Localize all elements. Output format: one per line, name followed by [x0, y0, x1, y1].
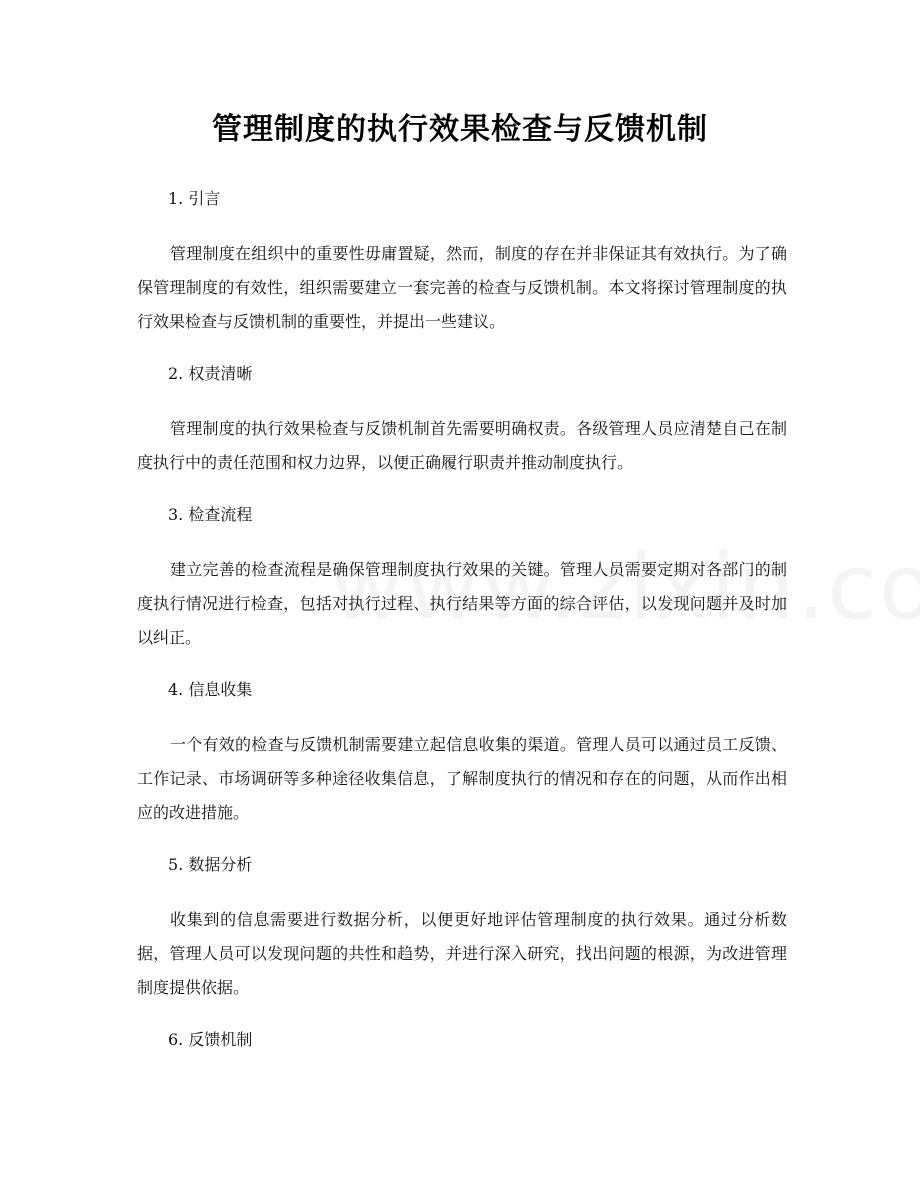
section-paragraph-4: 一个有效的检查与反馈机制需要建立起信息收集的渠道。管理人员可以通过员工反馈、工作记录、市场调研等多种途径收集信息，了解制度执行的情况和存在的问题，从而作出相应的改进措施。: [137, 735, 787, 822]
document-body: [137, 184, 787, 1078]
section-paragraph-1: 管理制度在组织中的重要性毋庸置疑，然而，制度的存在并非保证其有效执行。为了确保管理制度的有效性，组织需要建立一套完善的检查与反馈机制。本文将探讨管理制度的执行效果检查与反馈机制的重要性，并提出一些建议。: [137, 244, 787, 331]
page-title: 管理制度的执行效果检查与反馈机制: [212, 112, 708, 147]
section-heading-5: 5. 数据分析: [168, 855, 253, 874]
section-heading-3: 3. 检查流程: [168, 505, 253, 524]
section-heading-2: 2. 权责清晰: [168, 364, 253, 383]
section-paragraph-5: 收集到的信息需要进行数据分析，以便更好地评估管理制度的执行效果。通过分析数据，管理人员可以发现问题的共性和趋势，并进行深入研究，找出问题的根源，为改进管理制度提供依据。: [137, 910, 787, 997]
section-paragraph-3: 建立完善的检查流程是确保管理制度执行效果的关键。管理人员需要定期对各部门的制度执行情况进行检查，包括对执行过程、执行结果等方面的综合评估，以发现问题并及时加以纠正。: [137, 560, 787, 647]
section-heading-1: 1. 引言: [168, 189, 221, 208]
section-paragraph-2: 管理制度的执行效果检查与反馈机制首先需要明确权责。各级管理人员应清楚自己在制度执行中的责任范围和权力边界，以便正确履行职责并推动制度执行。: [137, 419, 787, 472]
section-heading-6: 6. 反馈机制: [168, 1030, 253, 1049]
section-heading-4: 4. 信息收集: [168, 680, 253, 699]
